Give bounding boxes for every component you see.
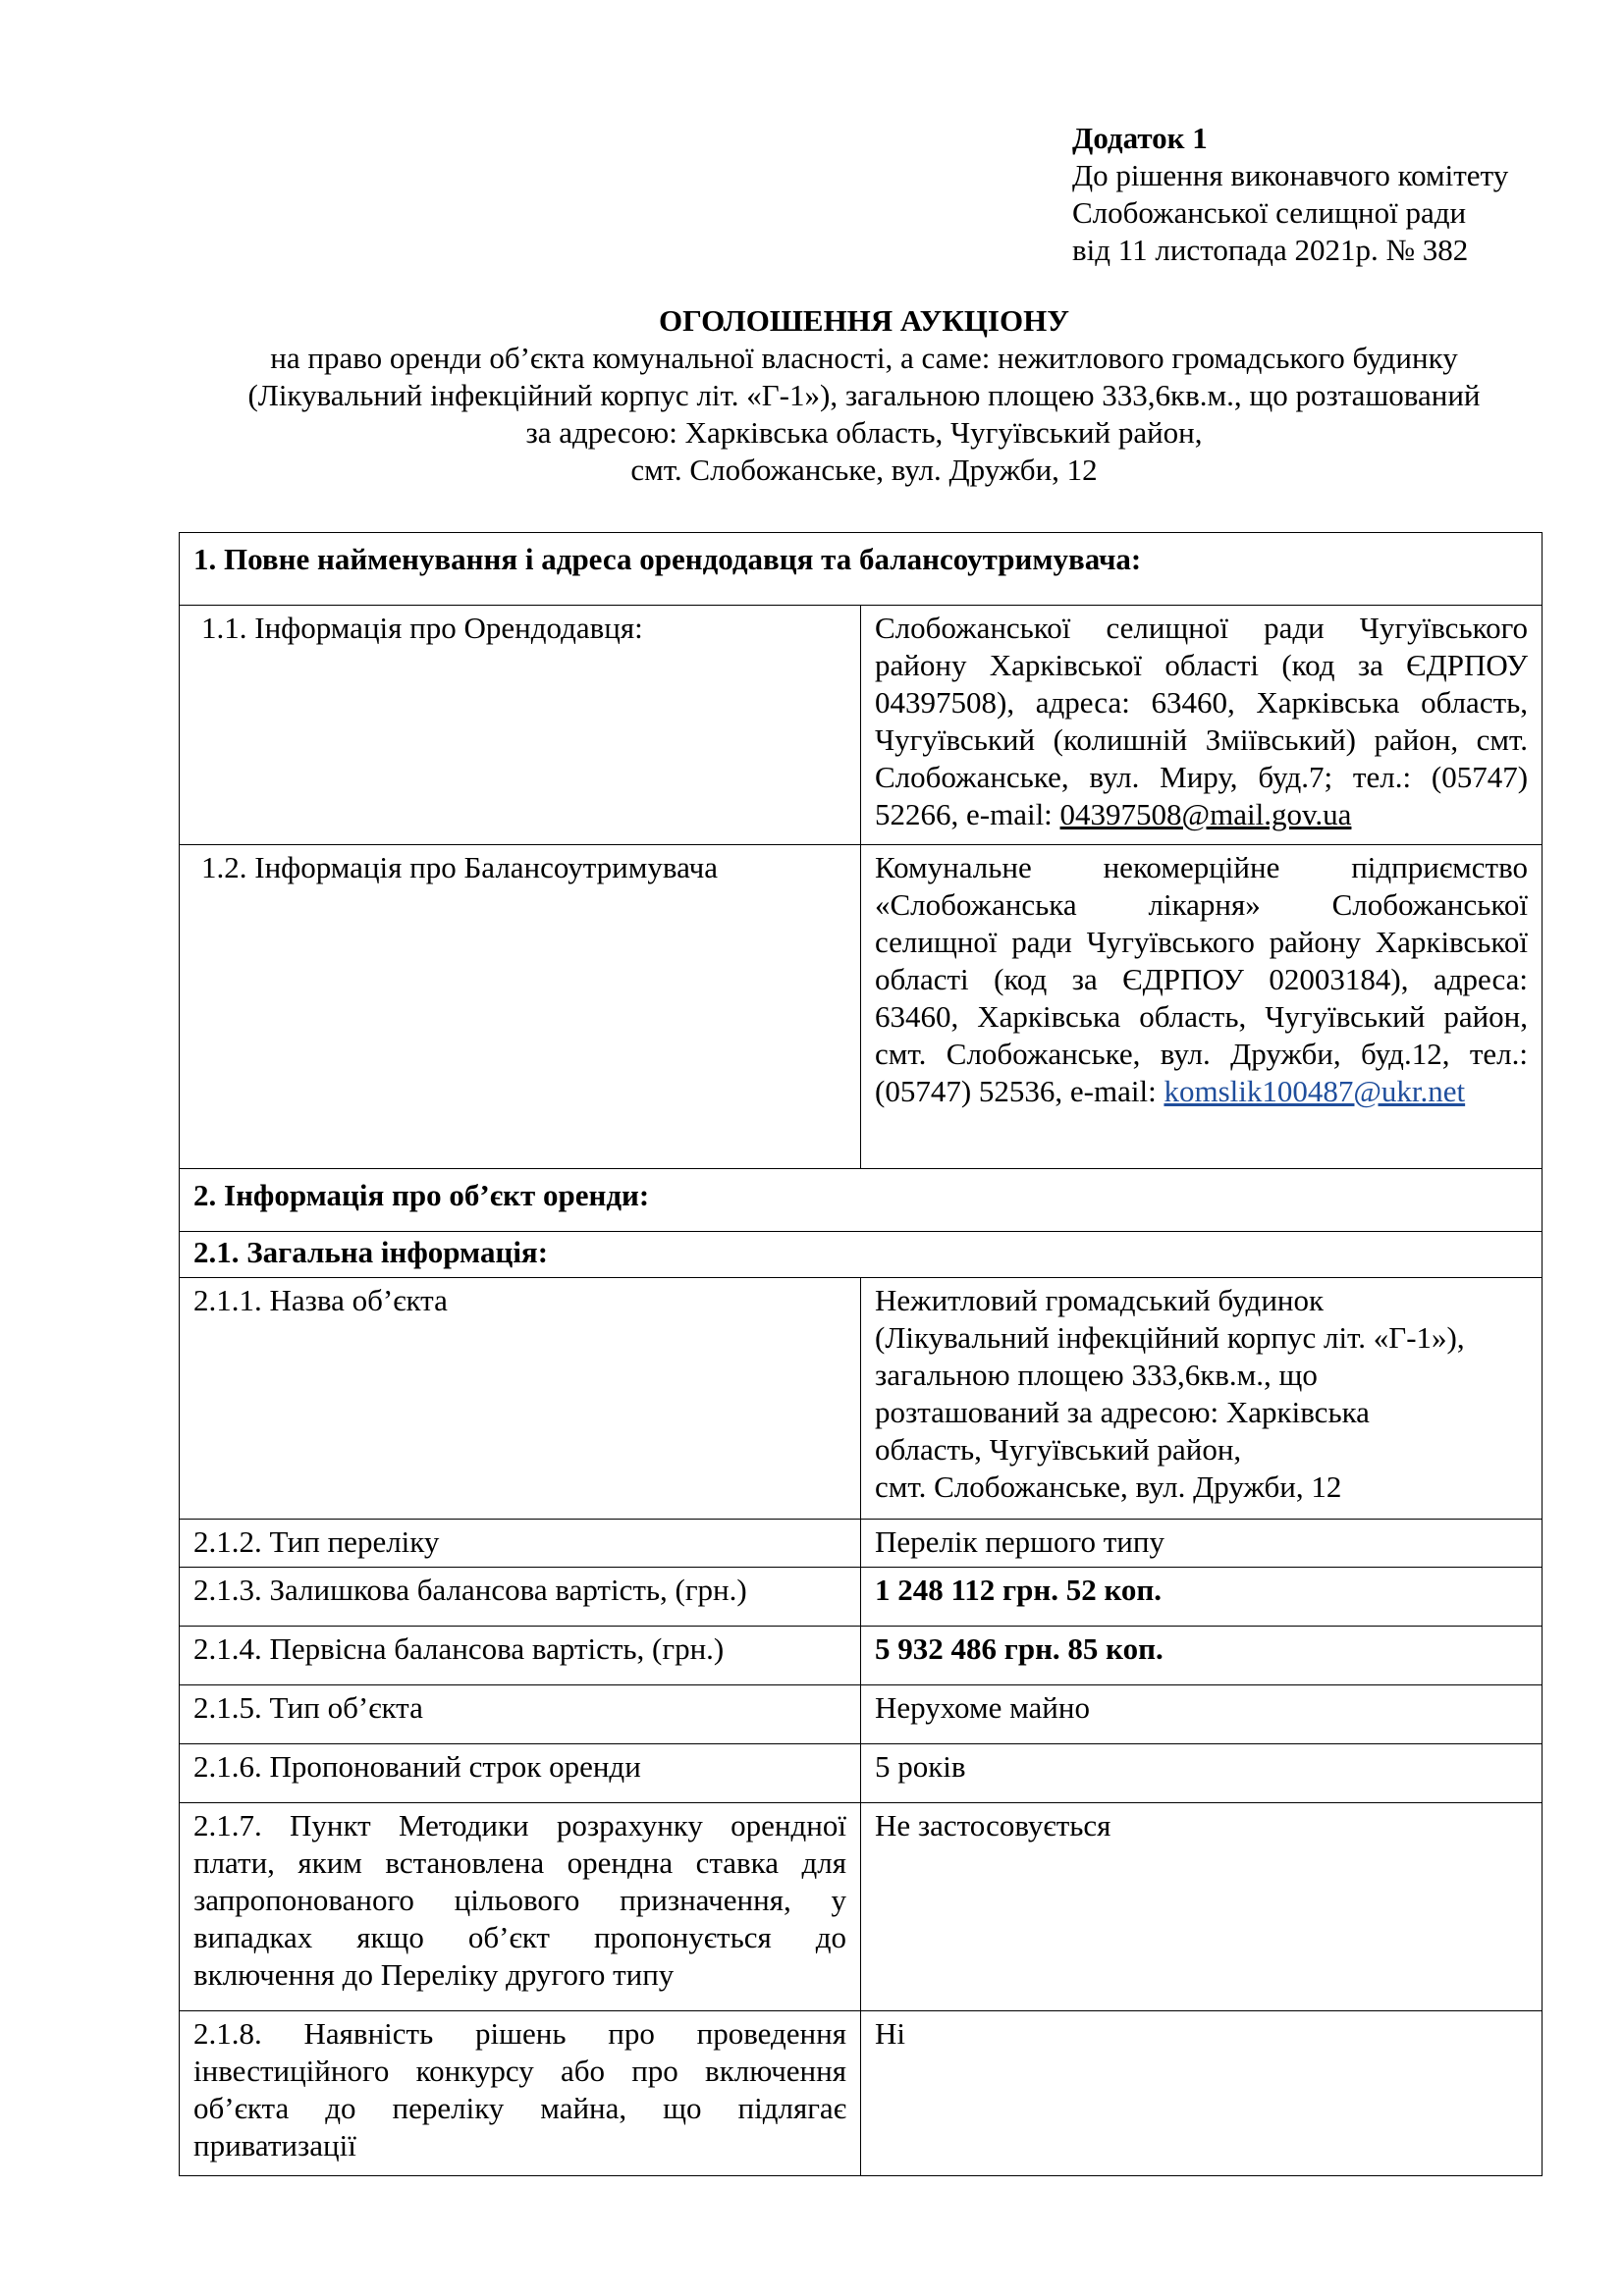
annex-line: від 11 листопада 2021р. № 382 — [1072, 233, 1469, 267]
lease-term-value: 5 років — [861, 1744, 1543, 1803]
object-name-line: (Лікувальний інфекційний корпус літ. «Г-1»), — [875, 1320, 1465, 1355]
section-2-title: 2. Інформація про об’єкт оренди: — [180, 1169, 1543, 1232]
annex-line: До рішення виконавчого комітету — [1072, 158, 1509, 192]
methodology-clause-label: 2.1.7. Пункт Методики розрахунку орендної плати, яким встановлена орендна ставка для запропонованого цільового призначення, у випадках якщо об’єкт пропонується до включення до Переліку другого типу — [180, 1803, 861, 2011]
balance-holder-text: Комунальне некомерційне підприємство «Слобожанська лікарня» Слобожанської селищної ради Чугуївського району Харківської області (код за ЄДРПОУ 02003184), адреса: 63460, Харківська область, Чугуївський район, смт. Слобожанське, вул. Дружби, буд.12, тел.: (05747) 52536, e-mail: — [875, 850, 1529, 1108]
lessor-label: 1.1. Інформація про Орендодавця: — [180, 606, 861, 845]
object-name-line: смт. Слобожанське, вул. Дружби, 12 — [875, 1469, 1342, 1504]
residual-value-amount: 1 248 112 грн. 52 коп. — [861, 1568, 1543, 1627]
auction-info-table — [179, 532, 1543, 2176]
lessor-value — [861, 606, 1543, 845]
object-type-value: Нерухоме майно — [861, 1685, 1543, 1744]
table-row — [180, 1568, 1543, 1627]
annex-block — [1072, 120, 1583, 269]
list-type-label: 2.1.2. Тип переліку — [180, 1520, 861, 1568]
methodology-clause-value: Не застосовується — [861, 1803, 1543, 2011]
announcement-title: ОГОЛОШЕННЯ АУКЦІОНУ — [659, 303, 1069, 338]
balance-holder-label: 1.2. Інформація про Балансоутримувача — [180, 845, 861, 1169]
table-row — [180, 1278, 1543, 1520]
section-1-title: 1. Повне найменування і адреса орендодавця та балансоутримувача: — [180, 533, 1543, 606]
section-2-1-title: 2.1. Загальна інформація: — [180, 1232, 1543, 1278]
table-row — [180, 1685, 1543, 1744]
list-type-value: Перелік першого типу — [861, 1520, 1543, 1568]
table-row — [180, 2011, 1543, 2176]
table-row — [180, 1169, 1543, 1232]
lessor-email-link[interactable]: 04397508@mail.gov.ua — [1059, 797, 1352, 831]
object-type-label: 2.1.5. Тип об’єкта — [180, 1685, 861, 1744]
table-row — [180, 533, 1543, 606]
announcement-subtitle-line: на право оренди об’єкта комунальної власності, а саме: нежитлового громадського будинку — [270, 341, 1458, 375]
object-name-line: розташований за адресою: Харківська — [875, 1395, 1370, 1429]
residual-value-label: 2.1.3. Залишкова балансова вартість, (грн.) — [180, 1568, 861, 1627]
announcement-subtitle-line: за адресою: Харківська область, Чугуївський район, — [525, 415, 1203, 450]
initial-value-amount: 5 932 486 грн. 85 коп. — [861, 1627, 1543, 1685]
lease-term-label: 2.1.6. Пропонований строк оренди — [180, 1744, 861, 1803]
privatization-decision-value: Ні — [861, 2011, 1543, 2176]
lessor-text: Слобожанської селищної ради Чугуївського району Харківської області (код за ЄДРПОУ 04397508), адреса: 63460, Харківська область, Чугуївський (колишній Зміївський) район, смт. Слобожанське, вул. Миру, буд.7; тел.: (05747) 52266, e-mail: — [875, 611, 1529, 831]
table-row — [180, 1744, 1543, 1803]
object-name-value — [861, 1278, 1543, 1520]
balance-holder-value — [861, 845, 1543, 1169]
table-row — [180, 1627, 1543, 1685]
table-row — [180, 1232, 1543, 1278]
table-row — [180, 845, 1543, 1169]
table-row — [180, 1520, 1543, 1568]
announcement-heading — [177, 302, 1551, 489]
privatization-decision-label: 2.1.8. Наявність рішень про проведення інвестиційного конкурсу або про включення об’єкта до переліку майна, що підлягає приватизації — [180, 2011, 861, 2176]
table-row — [180, 606, 1543, 845]
object-name-label: 2.1.1. Назва об’єкта — [180, 1278, 861, 1520]
table-row — [180, 1803, 1543, 2011]
object-name-line: область, Чугуївський район, — [875, 1432, 1242, 1467]
annex-line: Слобожанської селищної ради — [1072, 195, 1467, 230]
initial-value-label: 2.1.4. Первісна балансова вартість, (грн.) — [180, 1627, 861, 1685]
announcement-subtitle-line: (Лікувальний інфекційний корпус літ. «Г-1»), загальною площею 333,6кв.м., що розташований — [247, 378, 1481, 412]
annex-label: Додаток 1 — [1072, 121, 1208, 155]
announcement-subtitle-line: смт. Слобожанське, вул. Дружби, 12 — [630, 453, 1098, 487]
balance-holder-email-link[interactable]: komslik100487@ukr.net — [1164, 1074, 1466, 1108]
object-name-line: загальною площею 333,6кв.м., що — [875, 1358, 1318, 1392]
object-name-line: Нежитловий громадський будинок — [875, 1283, 1325, 1317]
